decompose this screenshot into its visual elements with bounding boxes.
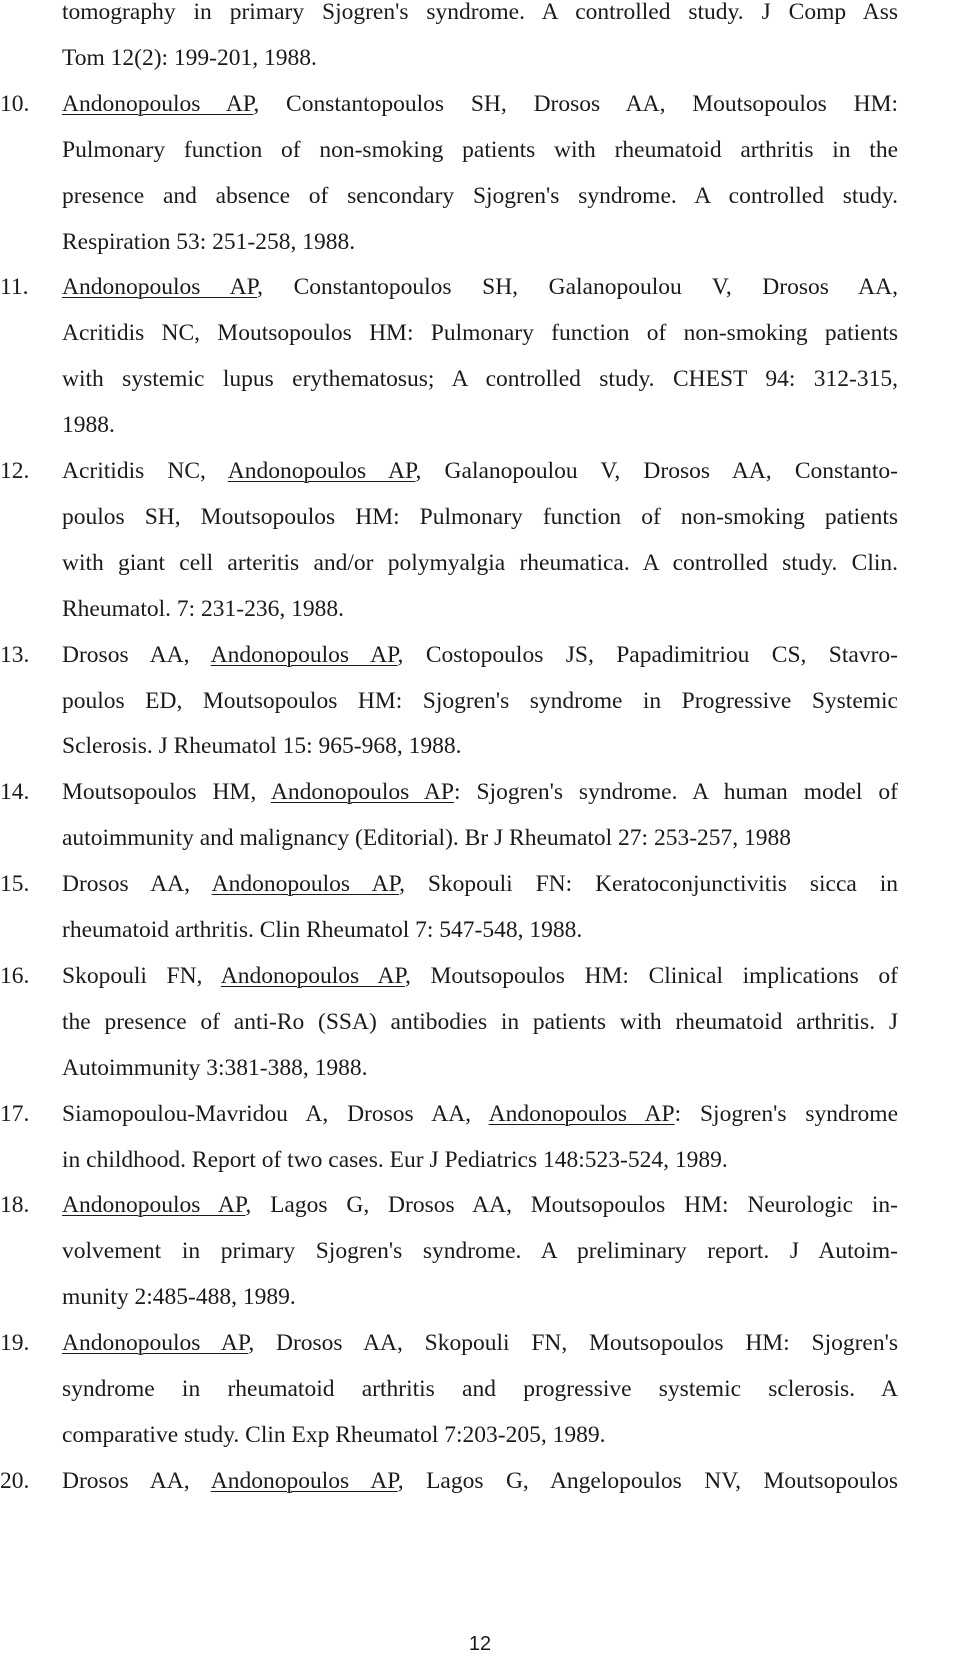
text-segment: Sclerosis. J Rheumatol 15: 965-968, 1988. (62, 733, 462, 760)
reference-number: 15. (0, 871, 30, 898)
text-segment: comparative study. Clin Exp Rheumatol 7:203-205, 1989. (62, 1421, 606, 1448)
reference-number: 19. (0, 1330, 30, 1357)
text-segment: , Constantopoulos SH, Galanopoulou V, Drosos AA, (257, 274, 898, 301)
reference-number: 20. (0, 1467, 30, 1494)
author-name-underlined: Andonopoulos AP (62, 1330, 249, 1357)
reference-text (62, 772, 898, 812)
reference-text (62, 1002, 898, 1042)
author-name-underlined: Andonopoulos AP (62, 1192, 246, 1219)
text-segment: Respiration 53: 251-258, 1988. (62, 228, 356, 255)
text-segment: autoimmunity and malignancy (Editorial). Br J Rheumatol 27: 253-257, 1988 (62, 825, 792, 852)
text-segment: Acritidis NC, (62, 458, 228, 484)
reference-number: 13. (0, 641, 30, 668)
author-name-underlined: Andonopoulos AP (62, 274, 258, 301)
reference-text (62, 1323, 898, 1363)
text-segment: Drosos AA, (62, 641, 211, 668)
reference-text (62, 176, 898, 216)
reference-text (62, 84, 898, 124)
author-name-underlined: Andonopoulos AP (210, 1467, 398, 1494)
text-segment: : Sjogren's syndrome. A human model of (453, 779, 898, 806)
text-segment: , Lagos G, Drosos AA, Moutsopoulos HM: Neurologic in- (245, 1192, 898, 1219)
text-segment: , Skopouli FN: Keratoconjunctivitis sicca in (399, 871, 898, 898)
reference-number: 11. (0, 274, 29, 301)
reference-text (62, 589, 344, 629)
text-segment: presence and absence of sencondary Sjogren's syndrome. A controlled study. (62, 182, 898, 209)
author-name-underlined: Andonopoulos AP (220, 962, 405, 989)
text-segment: tomography in primary Sjogren's syndrome. A controlled study. J Comp Ass (62, 0, 898, 25)
reference-text (62, 910, 582, 950)
reference-number: 16. (0, 962, 30, 989)
reference-number: 10. (0, 90, 30, 117)
reference-text (62, 1094, 898, 1134)
author-name-underlined: Andonopoulos AP (488, 1100, 675, 1127)
reference-number: 12. (0, 458, 30, 484)
reference-text (62, 635, 898, 675)
text-segment: Moutsopoulos HM, (62, 779, 271, 806)
author-name-underlined: Andonopoulos AP (210, 641, 398, 668)
reference-text (62, 0, 898, 32)
reference-number: 17. (0, 1100, 30, 1127)
text-segment: , Lagos G, Angelopoulos NV, Moutsopoulos (397, 1467, 899, 1494)
page-number: 12 (468, 1633, 492, 1655)
text-segment: , Costopoulos JS, Papadimitriou CS, Stavro- (397, 641, 898, 668)
reference-text (62, 38, 317, 78)
text-segment: rheumatoid arthritis. Clin Rheumatol 7: 547-548, 1988. (62, 917, 583, 943)
reference-text (62, 1048, 368, 1088)
reference-text (62, 864, 898, 904)
text-segment: poulos SH, Moutsopoulos HM: Pulmonary function of non-smoking patients (62, 503, 898, 530)
reference-text (62, 543, 898, 583)
text-segment: Drosos AA, (62, 1467, 211, 1494)
reference-text (62, 451, 898, 491)
reference-text (62, 1185, 898, 1225)
reference-number: 14. (0, 779, 30, 806)
reference-text (62, 1369, 898, 1409)
reference-text (62, 267, 898, 307)
text-segment: with systemic lupus erythematosus; A controlled study. CHEST 94: 312-315, (62, 366, 898, 393)
text-segment: , Moutsopoulos HM: Clinical implications of (404, 962, 899, 989)
text-segment: volvement in primary Sjogren's syndrome. A preliminary report. J Autoim- (62, 1238, 898, 1265)
author-name-underlined: Andonopoulos AP (62, 90, 254, 117)
reference-text (62, 222, 355, 262)
text-segment: , Constantopoulos SH, Drosos AA, Moutsopoulos HM: (253, 90, 898, 117)
text-segment: Pulmonary function of non-smoking patients with rheumatoid arthritis in the (62, 136, 898, 163)
text-segment: 1988. (62, 412, 115, 439)
text-segment: Siamopoulou-Mavridou A, Drosos AA, (62, 1100, 489, 1127)
text-segment: syndrome in rheumatoid arthritis and progressive systemic sclerosis. A (62, 1376, 898, 1402)
reference-text (62, 818, 791, 858)
author-name-underlined: Andonopoulos AP (227, 458, 416, 484)
reference-text (62, 130, 898, 170)
text-segment: with giant cell arteritis and/or polymyalgia rheumatica. A controlled study. Clin. (62, 549, 898, 576)
text-segment: Skopouli FN, (62, 962, 221, 989)
reference-text (62, 1277, 296, 1317)
reference-text (62, 405, 115, 445)
reference-text (62, 681, 898, 721)
reference-text (62, 1461, 898, 1501)
reference-text (62, 359, 898, 399)
text-segment: in childhood. Report of two cases. Eur J Pediatrics 148:523-524, 1989. (62, 1146, 728, 1173)
reference-text (62, 726, 461, 766)
reference-text (62, 313, 898, 353)
text-segment: the presence of anti-Ro (SSA) antibodies in patients with rheumatoid arthritis. J (62, 1008, 898, 1035)
text-segment: munity 2:485-488, 1989. (62, 1284, 296, 1311)
author-name-underlined: Andonopoulos AP (211, 871, 400, 898)
text-segment: poulos ED, Moutsopoulos HM: Sjogren's syndrome in Progressive Systemic (62, 687, 898, 714)
text-segment: , Galanopoulou V, Drosos AA, Constanto- (415, 458, 898, 484)
author-name-underlined: Andonopoulos AP (270, 779, 454, 806)
reference-text (62, 956, 898, 996)
reference-text (62, 1415, 605, 1455)
reference-text (62, 1231, 898, 1271)
text-segment: , Drosos AA, Skopouli FN, Moutsopoulos HM: Sjogren's (248, 1330, 898, 1357)
text-segment: Drosos AA, (62, 871, 212, 898)
text-segment: Autoimmunity 3:381-388, 1988. (62, 1054, 368, 1081)
reference-text (62, 1140, 728, 1180)
text-segment: Tom 12(2): 199-201, 1988. (62, 44, 317, 71)
text-segment: Rheumatol. 7: 231-236, 1988. (62, 595, 344, 622)
text-segment: : Sjogren's syndrome (674, 1100, 898, 1127)
text-segment: Acritidis NC, Moutsopoulos HM: Pulmonary function of non-smoking patients (62, 320, 898, 347)
reference-text (62, 497, 898, 537)
reference-number: 18. (0, 1192, 30, 1219)
